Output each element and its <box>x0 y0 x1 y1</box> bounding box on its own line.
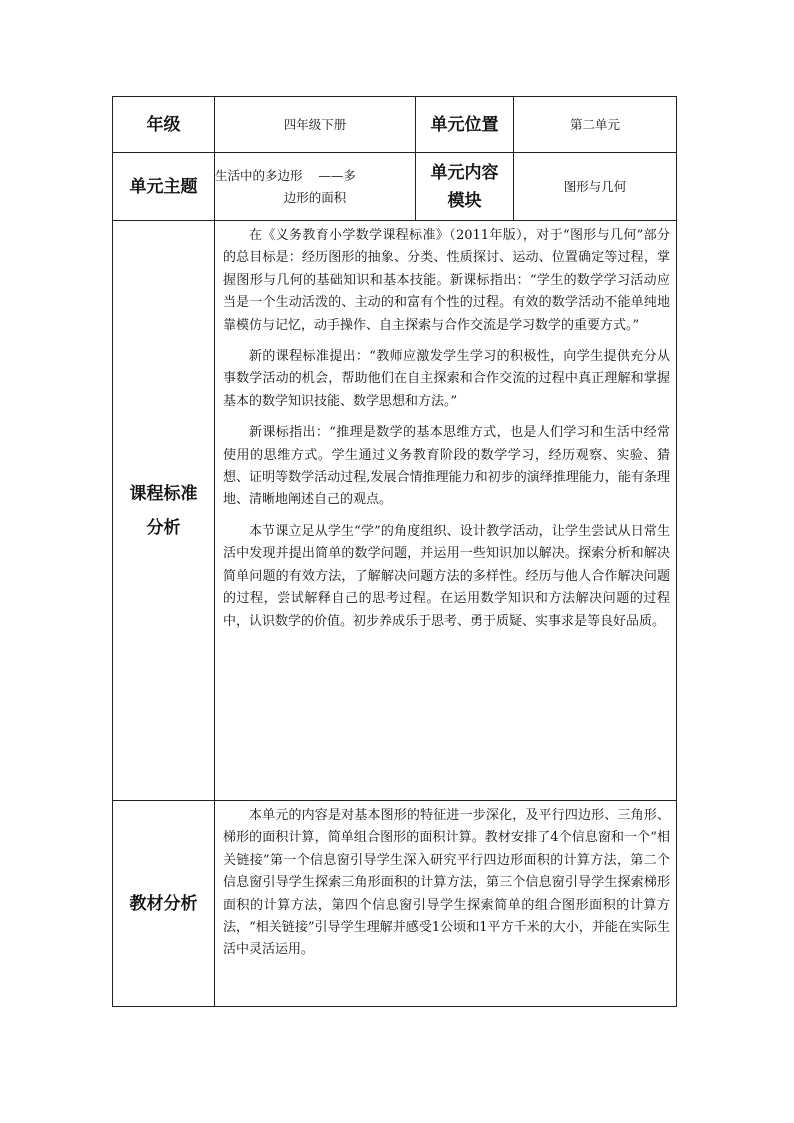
unit-theme-value-line1: 生活中的多边形 ——多 <box>215 167 356 183</box>
table-row-grade <box>113 97 677 153</box>
grade-label: 年级 <box>113 97 215 153</box>
unit-theme-value-line2: 边形的面积 <box>283 189 347 205</box>
unit-theme-value <box>215 153 416 221</box>
table-row-theme <box>113 153 677 221</box>
table-row-curriculum <box>113 221 677 801</box>
curriculum-analysis-body <box>215 221 677 801</box>
unit-theme-label: 单元主题 <box>113 153 215 221</box>
curriculum-paragraph: 在《义务教育小学数学课程标准》（2011年版），对于“图形与几何”部分的总目标是：经历图形的抽象、分类、性质探讨、运动、位置确定等过程，掌握图形与几何的基础知识和基本技能。新课标指出：“学生的数学学习活动应当是一个生动活泼的、主动的和富有个性的过程。有效的数学活动不能单纯地靠模仿与记忆，动手操作、自主探索与合作交流是学习数学的重要方式。” <box>223 228 670 333</box>
curriculum-analysis-label-line2: 分析 <box>146 517 181 538</box>
table-row-textbook <box>113 801 677 1007</box>
curriculum-paragraph: 新的课程标准提出：“教师应激发学生学习的积极性，向学生提供充分从事数学活动的机会，帮助他们在自主探索和合作交流的过程中真正理解和掌握基本的数学知识技能、数学思想和方法。” <box>223 349 670 409</box>
unit-module-label-line1: 单元内容 <box>430 162 499 183</box>
curriculum-paragraph: 新课标指出：“推理是数学的基本思维方式，也是人们学习和生活中经常使用的思维方式。学生通过义务教育阶段的数学学习，经历观察、实验、猜想、证明等数学活动过程,发展合情推理能力和初步的演绎推理能力，能有条理地、清晰地阐述自己的观点。 <box>223 425 670 508</box>
unit-module-label-line2: 模块 <box>447 190 482 211</box>
unit-position-value: 第二单元 <box>514 97 677 153</box>
unit-module-value: 图形与几何 <box>514 153 677 221</box>
curriculum-analysis-label-line1: 课程标准 <box>129 483 198 504</box>
textbook-analysis-label: 教材分析 <box>113 801 215 1007</box>
unit-position-label: 单元位置 <box>416 97 514 153</box>
textbook-paragraph: 本单元的内容是对基本图形的特征进一步深化，及平行四边形、三角形、梯形的面积计算，简单组合图形的面积计算。教材安排了4个信息窗和一个“相关链接”第一个信息窗引导学生深入研究平行四边形面积的计算方法，第二个信息窗引导学生探索三角形面积的计算方法，第三个信息窗引导学生探索梯形面积的计算方法，第四个信息窗引导学生探索简单的组合图形面积的计算方法，“相关链接”引导学生理解并感受1公顷和1平方千米的大小，并能在实际生活中灵活运用。 <box>223 808 670 958</box>
grade-value: 四年级下册 <box>215 97 416 153</box>
curriculum-paragraph: 本节课立足从学生“学”的角度组织、设计教学活动，让学生尝试从日常生活中发现并提出简单的数学问题，并运用一些知识加以解决。探索分析和解决简单问题的有效方法，了解解决问题方法的多样性。经历与他人合作解决问题的过程，尝试解释自己的思考过程。在运用数学知识和方法解决问题的过程中，认识数学的价值。初步养成乐于思考、勇于质疑、实事求是等良好品质。 <box>223 523 670 629</box>
textbook-analysis-body <box>215 801 677 1007</box>
curriculum-analysis-label <box>113 221 215 801</box>
lesson-plan-table <box>112 96 677 1007</box>
unit-module-label <box>416 153 514 221</box>
